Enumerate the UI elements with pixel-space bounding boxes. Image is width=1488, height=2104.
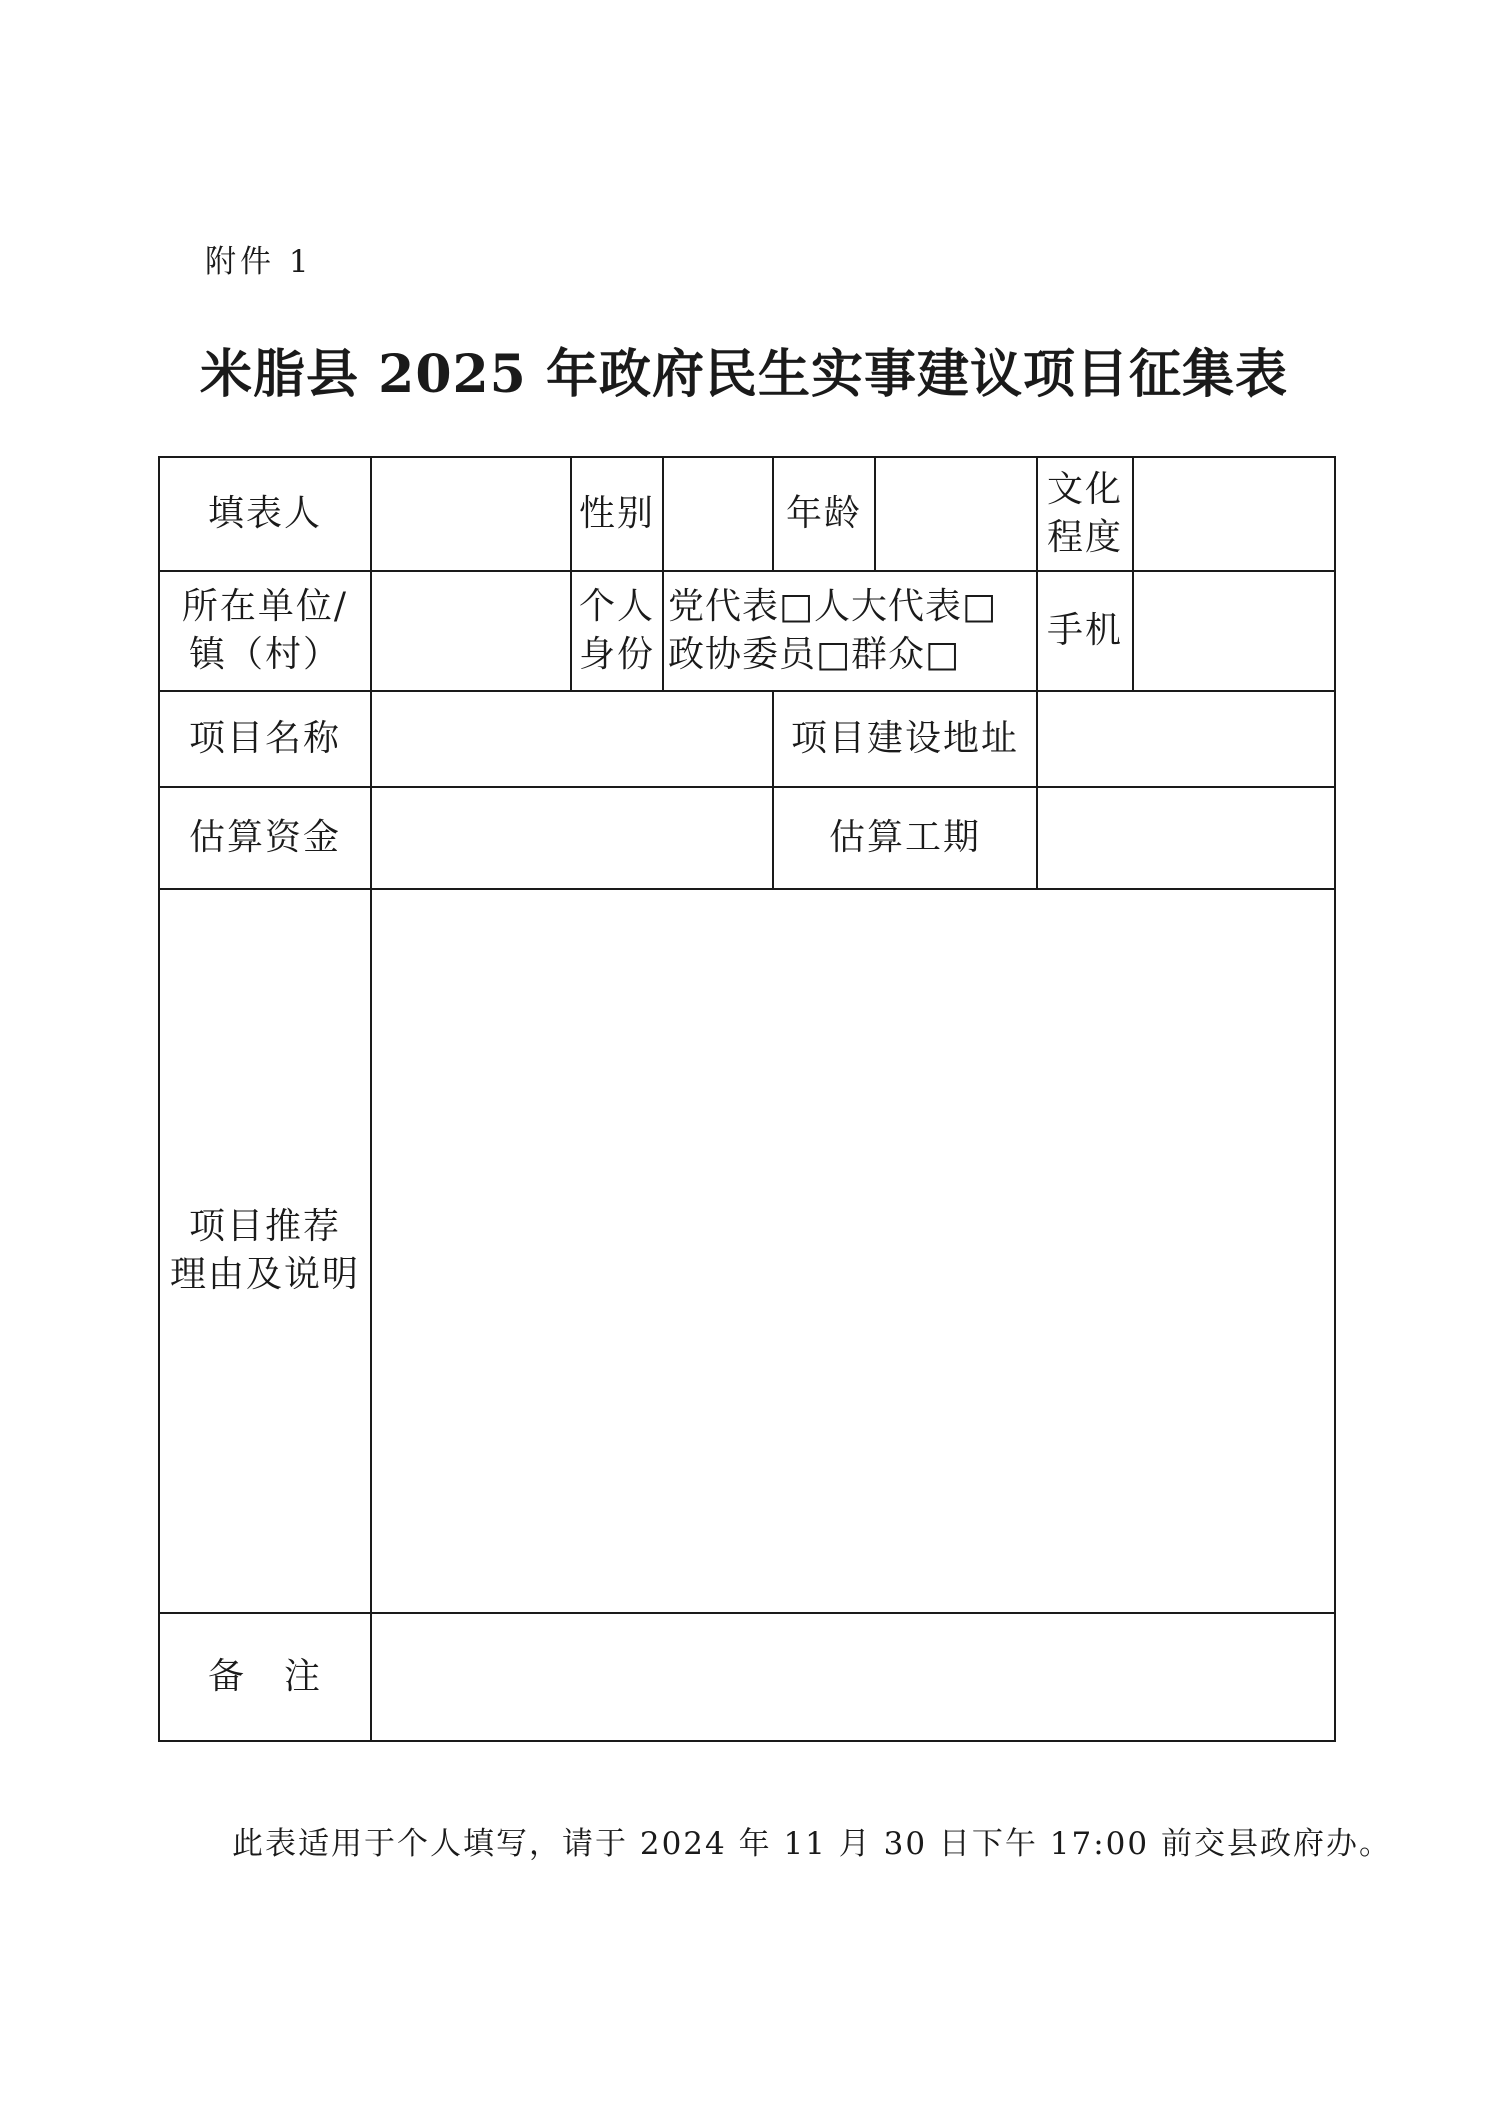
reason-field[interactable] xyxy=(371,889,1335,1613)
unit-label-line1: 所在单位/ xyxy=(181,586,349,627)
identity-label-line1: 个人 xyxy=(578,586,655,627)
remarks-label: 备 注 xyxy=(159,1613,371,1741)
row-reason xyxy=(159,889,1335,1613)
project-address-label: 项目建设地址 xyxy=(773,691,1037,787)
identity-options[interactable] xyxy=(663,571,1037,691)
reason-label xyxy=(159,889,371,1613)
filler-field[interactable] xyxy=(371,457,571,571)
proposal-form-table xyxy=(158,456,1336,1742)
reason-label-line1: 项目推荐 xyxy=(188,1206,341,1247)
education-label xyxy=(1037,457,1133,571)
form-title: 米脂县 2025 年政府民生实事建议项目征集表 xyxy=(200,344,1288,405)
attachment-label: 附件 1 xyxy=(205,244,313,280)
row-project-name xyxy=(159,691,1335,787)
estimated-period-label: 估算工期 xyxy=(773,787,1037,889)
project-address-field[interactable] xyxy=(1037,691,1335,787)
row-unit xyxy=(159,571,1335,691)
remarks-field[interactable] xyxy=(371,1613,1335,1741)
estimated-period-field[interactable] xyxy=(1037,787,1335,889)
identity-options-line1[interactable]: 党代表□人大代表□ xyxy=(668,586,998,627)
estimated-funds-label: 估算资金 xyxy=(159,787,371,889)
unit-label xyxy=(159,571,371,691)
unit-field[interactable] xyxy=(371,571,571,691)
gender-field[interactable] xyxy=(663,457,773,571)
education-label-line1: 文化 xyxy=(1046,469,1123,510)
identity-label xyxy=(571,571,663,691)
filler-label: 填表人 xyxy=(159,457,371,571)
phone-field[interactable] xyxy=(1133,571,1335,691)
education-field[interactable] xyxy=(1133,457,1335,571)
identity-options-line2[interactable]: 政协委员□群众□ xyxy=(668,634,961,675)
estimated-funds-field[interactable] xyxy=(371,787,773,889)
education-label-line2: 程度 xyxy=(1046,517,1123,558)
unit-label-line2: 镇（村） xyxy=(188,634,341,675)
row-filler xyxy=(159,457,1335,571)
phone-label: 手机 xyxy=(1037,571,1133,691)
row-remarks xyxy=(159,1613,1335,1741)
row-estimates xyxy=(159,787,1335,889)
gender-label: 性别 xyxy=(571,457,663,571)
footer-note: 此表适用于个人填写，请于 2024 年 11 月 30 日下午 17:00 前交县政府办。 xyxy=(232,1826,1392,1862)
project-name-label: 项目名称 xyxy=(159,691,371,787)
project-name-field[interactable] xyxy=(371,691,773,787)
age-field[interactable] xyxy=(875,457,1037,571)
age-label: 年龄 xyxy=(773,457,875,571)
identity-label-line2: 身份 xyxy=(578,634,655,675)
reason-label-line2: 理由及说明 xyxy=(169,1254,360,1295)
